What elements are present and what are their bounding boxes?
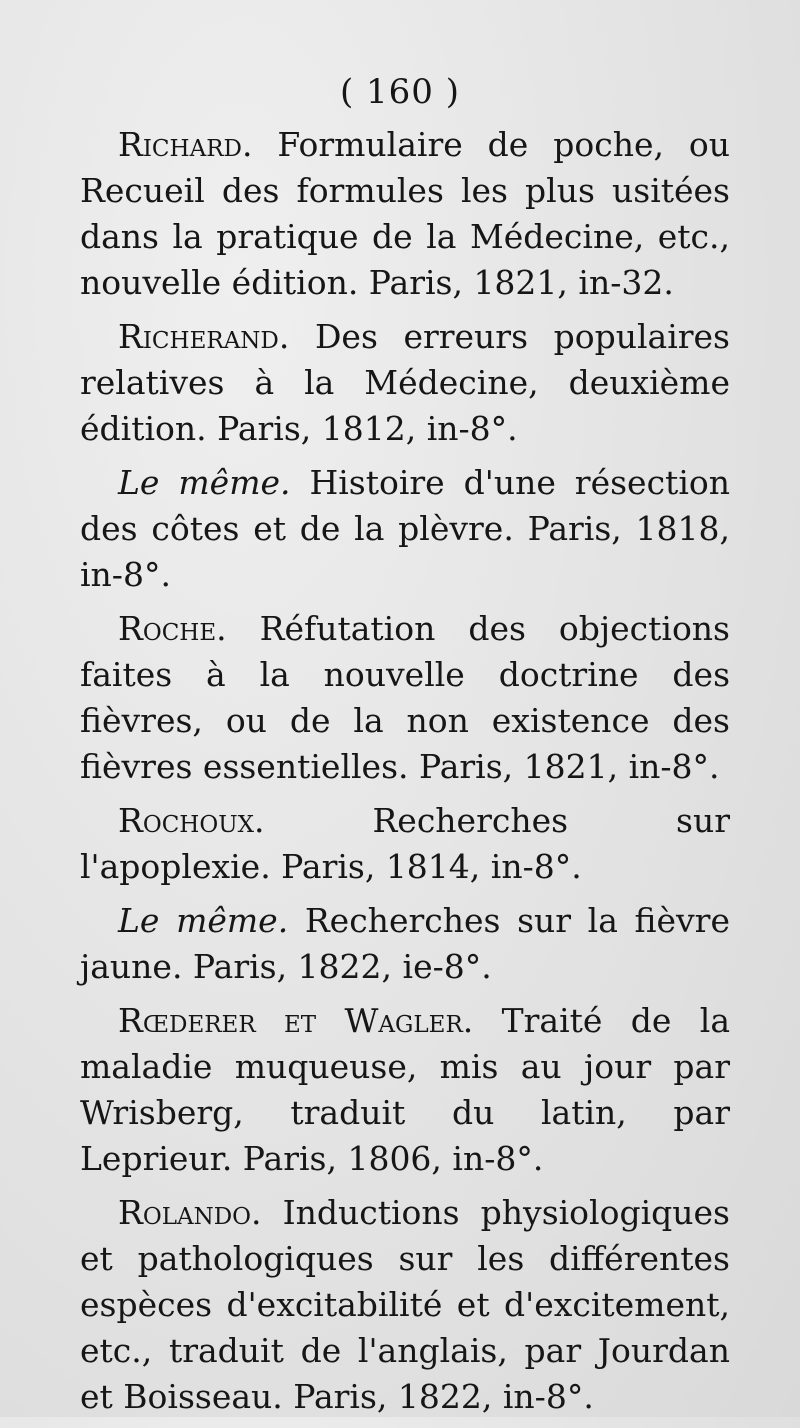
entry-author: Le même. xyxy=(118,901,289,940)
entry-rochoux xyxy=(80,798,730,890)
entry-author: Le même. xyxy=(118,463,291,502)
bibliography-list xyxy=(80,122,730,1428)
entry-author: Richerand. xyxy=(118,317,290,356)
entry-richerand xyxy=(80,314,730,452)
entry-text: Traité de la maladie muqueuse, mis au jour par Wrisberg, traduit du latin, par Leprieur. Paris, 1806, in-8°. xyxy=(80,1001,731,1178)
entry-author: Rochoux. xyxy=(118,801,265,840)
entry-roederer-wagler xyxy=(80,998,730,1182)
entry-text: Réfutation des objections faites à la nouvelle doctrine des fièvres, ou de la non existence des fièvres essentielles. Paris, 1821, in-8°. xyxy=(80,609,730,786)
entry-text: Formulaire de poche, ou Recueil des formules les plus usitées dans la pratique de la Médecine, etc., nouvelle édition. Paris, 1821, in-32. xyxy=(80,125,730,302)
entry-rolando xyxy=(80,1190,730,1420)
entry-author: Rolando. xyxy=(118,1193,262,1232)
entry-roche xyxy=(80,606,730,790)
entry-text: Des erreurs populaires relatives à la Médecine, deuxième édition. Paris, 1812, in-8°. xyxy=(80,317,730,448)
entry-author: Rœderer et Wagler. xyxy=(118,1001,474,1040)
entry-author: Roche. xyxy=(118,609,227,648)
entry-text: Recherches sur la fièvre jaune. Paris, 1822, ie-8°. xyxy=(80,901,730,986)
entry-richerand-same xyxy=(80,460,730,598)
entry-richard xyxy=(80,122,730,306)
entry-text: Recherches sur l'apoplexie. Paris, 1814, in-8°. xyxy=(80,801,730,886)
entry-text: Inductions physiologiques et pathologiques sur les différentes espèces d'excitabilité et d'excitement, etc., traduit de l'anglais, par Jourdan et Boisseau. Paris, 1822, in-8°. xyxy=(80,1193,730,1416)
entry-author: Richard. xyxy=(118,125,253,164)
page-number: ( 160 ) xyxy=(339,72,461,112)
entry-text: Histoire d'une résection des côtes et de la plèvre. Paris, 1818, in-8°. xyxy=(80,463,730,594)
entry-rochoux-same xyxy=(80,898,730,990)
